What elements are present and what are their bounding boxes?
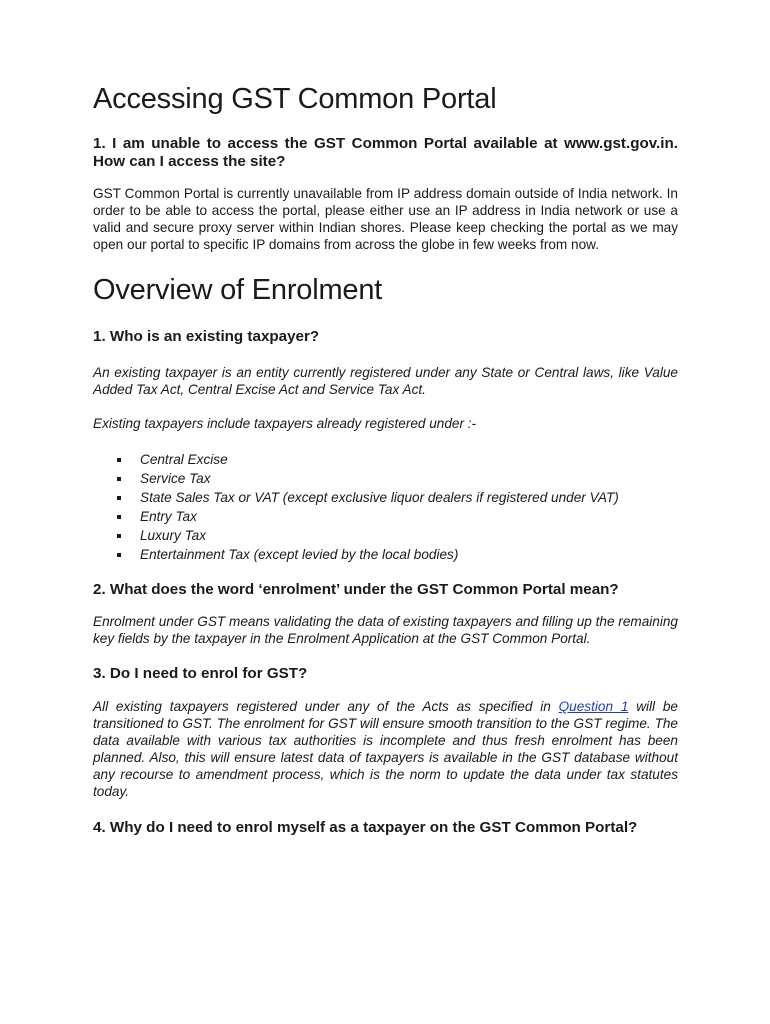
list-item xyxy=(93,450,678,469)
existing-taxpayers-intro: Existing taxpayers include taxpayers already registered under :- xyxy=(93,416,477,431)
list-item xyxy=(93,469,678,488)
question-access-portal: 1. I am unable to access the GST Common Portal available at www.gst.gov.in. How can I access the site? xyxy=(93,135,678,170)
answer-need-to-enrol xyxy=(93,698,678,800)
question-need-to-enrol: 3. Do I need to enrol for GST? xyxy=(93,665,308,682)
answer-text-after-link: will be transitioned to GST. The enrolment for GST will ensure smooth transition to the GST regime. The data available with various tax authorities is incomplete and thus fresh enrolment has been planned. Also, this will ensure latest data of taxpayers is available in the GST database without any recourse to amendment process, which is the norm to update the data under tax statutes today. xyxy=(93,699,678,799)
question-existing-taxpayer: 1. Who is an existing taxpayer? xyxy=(93,328,320,345)
bullet-icon xyxy=(117,477,121,481)
list-item-text: Entry Tax xyxy=(140,509,197,524)
list-item-text: State Sales Tax or VAT (except exclusive liquor dealers if registered under VAT) xyxy=(140,490,619,505)
list-item-text: Service Tax xyxy=(140,471,211,486)
section-title-overview-enrolment: Overview of Enrolment xyxy=(93,274,383,306)
bullet-icon xyxy=(117,534,121,538)
list-item xyxy=(93,507,678,526)
question-1-link[interactable]: Question 1 xyxy=(558,699,629,714)
taxpayer-acts-list xyxy=(93,450,678,564)
question-why-enrol: 4. Why do I need to enrol myself as a taxpayer on the GST Common Portal? xyxy=(93,819,638,836)
list-item xyxy=(93,526,678,545)
bullet-icon xyxy=(117,496,121,500)
list-item xyxy=(93,488,678,507)
question-enrolment-meaning: 2. What does the word ‘enrolment’ under the GST Common Portal mean? xyxy=(93,581,619,598)
list-item-text: Central Excise xyxy=(140,452,228,467)
list-item-text: Luxury Tax xyxy=(140,528,206,543)
list-item xyxy=(93,545,678,564)
section-title-accessing-portal: Accessing GST Common Portal xyxy=(93,83,497,115)
answer-existing-taxpayer: An existing taxpayer is an entity currently registered under any State or Central laws, like Value Added Tax Act, Central Excise Act and Service Tax Act. xyxy=(93,365,678,397)
answer-access-portal: GST Common Portal is currently unavailable from IP address domain outside of India network. In order to be able to access the portal, please either use an IP address in India network or use a valid and secure proxy server within Indian shores. Please keep checking the portal as we may open our portal to specific IP domains from across the globe in few weeks from now. xyxy=(93,186,678,252)
bullet-icon xyxy=(117,515,121,519)
list-item-text: Entertainment Tax (except levied by the local bodies) xyxy=(140,547,459,562)
answer-enrolment-meaning: Enrolment under GST means validating the data of existing taxpayers and filling up the remaining key fields by the taxpayer in the Enrolment Application at the GST Common Portal. xyxy=(93,614,678,646)
answer-text-before-link: All existing taxpayers registered under any of the Acts as specified in xyxy=(93,699,559,714)
bullet-icon xyxy=(117,458,121,462)
document-page xyxy=(93,82,678,837)
bullet-icon xyxy=(117,553,121,557)
